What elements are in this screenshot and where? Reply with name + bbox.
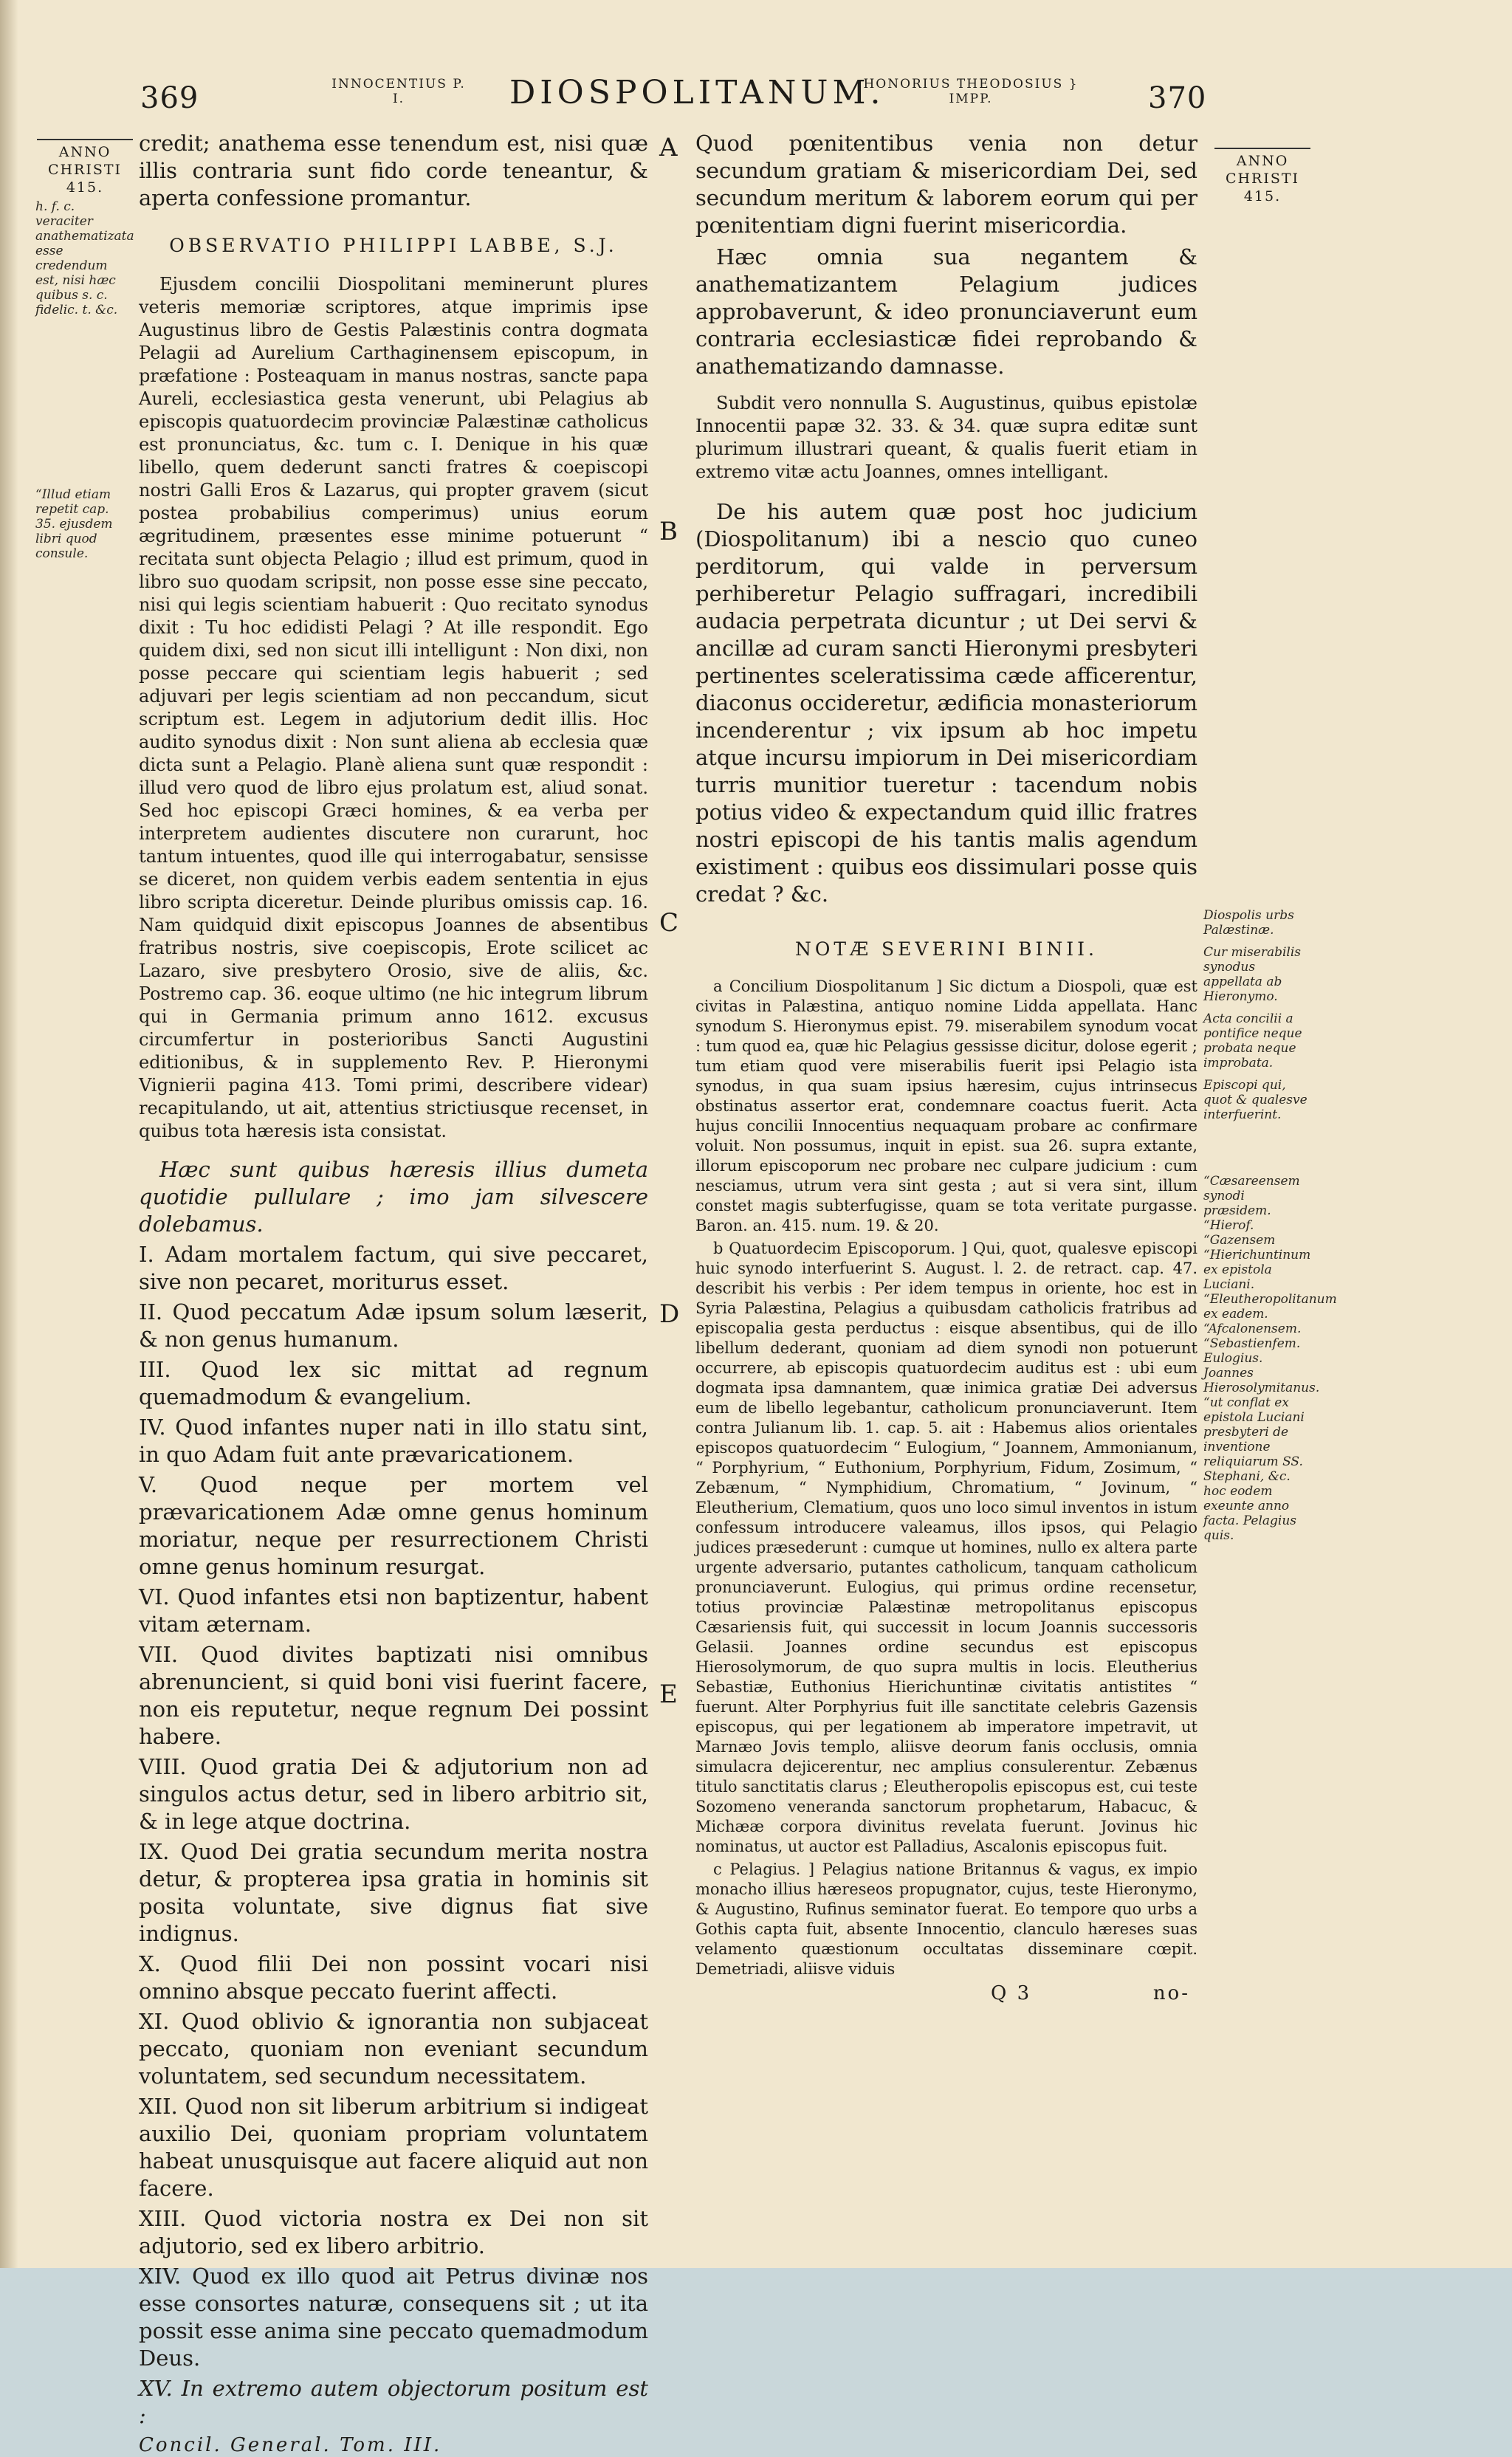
heresy-item: II. Quod peccatum Adæ ipsum solum læserit, & non genus humanum. [139,1299,648,1352]
heresy-list [139,1156,648,2430]
heresy-item: XIII. Quod victoria nostra ex Dei non sit adjutorio, sed ex libero arbitrio. [139,2206,648,2258]
observatio-text: Ejusdem concilii Diospolitani meminerunt plures veteris memoriæ scriptores, atque imprimis ipse Augustinus libro de Gestis Palæstinis contra dogmata Pelagii ad Aurelium Carthaginensem episcopum, in præfatione : Posteaquam in manus nostras, sancte papa Aureli, ecclesiastica gesta venerunt, ubi Pelagius ab episcopis quatuordecim provinciæ Palæstinæ catholicus est pronunciatus, &c. tum c. I. Denique in his quæ libello, quem dederunt sancti fratres & coepiscopi nostri Galli Eros & Lazarus, qui propter gravem (sicut postea probabilius comperimus) unius eorum ægritudinem, præsentes esse minime potuerunt “ recitata sunt objecta Pelagio ; illud est primum, quod in libro suo quodam scripsit, non posse esse sine peccato, nisi qui legis scientiam habuerit : Quo recitato synodus dixit : Tu hoc edidisti Pelagi ? At ille respondit. Ego quidem dixi, sed non sicut illi intelligunt : Non dixi, non posse peccare qui scientiam legis habuerit ; sed adjuvari per legis scientiam ad non peccandum, sicut scriptum est. Legem in adjutorium dedit illis. Hoc audito synodus dixit : Non sunt aliena ab ecclesia quæ dicta sunt a Pelagio. Planè aliena sunt quæ respondit : illud vero quod de libro ejus prolatum est, aliud sonat. Sed hoc episcopi Græci homines, & ea verba per interpretem audientes discutere non curarunt, hoc tantum intuentes, quod ille qui interrogabatur, sensisse se diceret, non quidem verbis eadem sententia in ejus libro scripta diceretur. Deinde pluribus omissis cap. 16. Nam quidquid dixit episcopus Joannes de absentibus fratribus nostris, sive coepiscopis, Erote scilicet ac Lazaro, sive presbytero Orosio, sive de aliis, &c. Postremo cap. 36. eoque ultimo (ne hic integrum librum qui in Germania primum anno 1612. excusus circumfertur in posterioribus Sancti Augustini editionibus, & in supplemento Rev. P. Hieronymi Vignierii pagina 413. Tomi primi, describere videar) recapitulando, ut ait, attentius strictiusque recenset, in quibus tota hæresis ista consistat. [139,274,648,1141]
column-letter-b: B [659,517,678,546]
heresy-item: IV. Quod infantes nuper nati in illo statu sint, in quo Adam fuit ante prævaricationem. [139,1415,648,1467]
signature-mark: Q 3 [991,1982,1032,2004]
heresy-item: VI. Quod infantes etsi non baptizentur, habent vitam æternam. [139,1584,648,1637]
heresy-item: X. Quod filii Dei non possint vocari nisi omnino absque peccato fuerint affecti. [139,1951,648,2004]
note-c: c Pelagius. ] Pelagius natione Britannus & vagus, ex impio monacho illius hæreseos propugnator, cujus, teste Hieronymo, & Augustino, Rufinus seminator fuerat. Eo tempore quo urbs a Gothis capta fuit, absente Innocentio, clanculo hæreses suas velamento quæstionum occultatas disseminare cœpit. Demetriadi, aliisve viduis [695,1860,1197,1978]
note-b: b Quatuordecim Episcoporum. ] Qui, quot, qualesve episcopi huic synodo interfuerint S. August. l. 2. de retract. cap. 47. describit his verbis : Per idem tempus in oriente, hoc est in Syria Palæstina, Pelagius a quibusdam catholicis fratribus ad episcopalia gesta perductus : eisque absentibus, qui de illo libellum dederant, quoniam ad diem synodi non potuerunt occurrere, ab episcopis quatuordecim auditus est : ubi eum dogmata ipsa damnantem, quæ inimica gratiæ Dei adversus eum de libello legebantur, catholicum pronunciaverunt. Item contra Julianum lib. 1. cap. 5. ait : Habemus alios orientales episcopos quatuordecim “ Eulogium, “ Joannem, Ammonianum, “ Porphyrium, “ Euthonium, Porphyrium, Fidum, Zosimum, “ Zebænum, “ Nymphidium, Chromatium, “ Jovinum, “ Eleutherium, Clematium, quos uno loco simul inventos in istum confessum introducere valeamus, illos ipsos, qui Pelagio judices præsederunt : cumque ut homines, nullo ex altera parte urgente adversario, putantes catholicum, tanquam catholicum pronunciaverunt. Eulogius, qui primus ordine recensetur, totius provinciæ Palæstinæ metropolitanus episcopus Cæsariensis fuit, qui successit in locum Joannis successoris Gelasii. Joannes ordine secundus est episcopus Hierosolymorum, de quo supra multis in locis. Eleutherius Sebastiæ, Euthonius Hierichuntinæ civitatis antistites “ fuerunt. Alter Porphyrius fuit ille sanctitate celebris Gazensis episcopus, qui per legationem ab imperatore impetravit, ut Marnæo Jovis templo, aliisve deorum fanis occlusis, omnia simulacra dejicerentur, nec amplius consulerentur. Zebænus titulo sanctitatis clarus ; Eleutheropolis episcopus est, cui teste Sozomeno veneranda sanctorum prophetarum, Habacuc, & Michææ corpora divinitus revelata fuerunt. Jovinus hic nominatus, ut auctor est Palladius, Ascalonis episcopus fuit. [695,1240,1197,1855]
margin-note-right-3: Acta concilii a pontifice neque probata neque improbata. [1203,1011,1302,1071]
signature-left: Concil. General. Tom. III. [139,2434,442,2456]
notae-heading: NOTÆ SEVERINI BINII. [795,938,1098,960]
heresy-item: IX. Quod Dei gratia secundum merita nostra detur, & propterea ipsa gratia in hominis sit posita voluntate, sive dignus fiat sive indignus. [139,1839,648,1946]
heresy-item: III. Quod lex sic mittat ad regnum quemadmodum & evangelium. [139,1357,648,1409]
margin-note-left-1: h. f. c. veraciter anathematizata esse credendum est, nisi hæc quibus s. c. fidelic. t. &c. [35,199,134,317]
column-letter-e: E [659,1680,678,1709]
margin-note-left-2: “Illud etiam repetit cap. 35. ejusdem libri quod consule. [35,487,113,561]
left-opening-text: credit; anathema esse tenendum est, nisi quæ illis contraria sunt fido corde teneantur, & aperta confessione promantur. [139,131,648,210]
page-number-right: 370 [1148,81,1207,115]
right-opening-text-2: Hæc omnia sua negantem & anathematizantem Pelagium judices approbaverunt, & ideo pronunciaverunt eum contraria ecclesiasticæ fidei reprobando & anathematizando damnasse. [695,244,1197,379]
de-his-paragraph: De his autem quæ post hoc judicium (Diospolitanum) ibi a nescio quo cuneo perditorum, qui valde in perversum perhiberetur Pelagio suffragari, incredibili audacia perpetrata dicuntur ; ut Dei servi & ancillæ ad curam sancti Hieronymi presbyteri pertinentes sceleratissima cæde afficerentur, diaconus occideretur, ædificia monasteriorum incenderentur ; vix ipsum ab hoc impetu atque incursu impiorum in Dei misericordiam turris munitior tueretur : tacendum nobis potius video & expectandum quid illic fratres nostri episcopi de his tantis malis agendum existiment : quibus eos dissimulari posse quis credat ? &c. [695,499,1197,907]
anno-right: ANNO CHRISTI 415. [1214,148,1310,205]
right-opening-text: Quod pœnitentibus venia non detur secundum gratiam & misericordiam Dei, sed secundum meritum & laborem eorum qui per pœnitentiam digni fuerint misericordia. [695,131,1197,238]
right-opening [695,130,1197,380]
left-column [139,130,648,2457]
heresy-item: VII. Quod divites baptizati nisi omnibus abrenuncient, si quid boni visi fuerint facere, non eis reputetur, neque regnum Dei possint habere. [139,1642,648,1749]
heresy-item: XV. In extremo autem objectorum positum est : [139,2376,648,2428]
heresy-intro: Hæc sunt quibus hæresis illius dumeta quotidie pullulare ; imo jam silvescere dolebamus. [139,1157,648,1237]
heresy-item: XII. Quod non sit liberum arbitrium si indigeat auxilio Dei, quoniam propriam voluntatem habeat unusquisque aut facere aliquid aut non facere. [139,2094,648,2201]
de-his-block [695,498,1197,908]
heresy-item: XI. Quod oblivio & ignorantia non subjaceat peccato, quoniam non eveniant secundum voluntatem, sed secundum necessitatem. [139,2009,648,2089]
page-number-left: 369 [140,81,199,115]
margin-notes-right [1203,908,1337,1550]
catchword: no- [1152,1982,1190,2004]
heresy-item: XIV. Quod ex illo quod ait Petrus divinæ nos esse consortes naturæ, consequens sit ; ut ita possit esse anima sine peccato quemadmodum Deus. [139,2264,648,2371]
margin-note-right-1: Diospolis urbs Palæstinæ. [1203,908,1294,938]
margin-note-right-5: “Cæsareensem synodi præsidem. “Hierof. “Gazensem “Hierichuntinum ex epistola Luciani. “Eleutheropolitanum ex eadem. “Afcalonensem. “Sebastienfem. Eulogius. Joannes Hierosolymitanus. “ut conflat ex epistola Luciani presbyteri de inventione reliquiarum SS. Stephani, &c. hoc eodem exeunte anno facta. Pelagius quis. [1203,1174,1337,1543]
note-a: a Concilium Diospolitanum ] Sic dictum a Diospoli, quæ est civitas in Palæstina, antiquo nomine Lidda appellata. Hanc synodum S. Hieronymus epist. 79. miserabilem synodum vocat : tum quod ea, quæ hic Pelagius gessisse dicitur, dolose egerit ; tum etiam quod vere miserabilis fuerit ipsi Pelagio ista synodus, in qua suam ipsius hæresim, cujus intrinsecus obstinatus assertor erat, condemnare coactus fuerit. Acta hujus concilii Innocentius nequaquam probare ac confirmare voluit. Non possumus, inquit in epist. sua 26. supra extante, illorum episcoporum nec probare nec culpare judicium : cum nesciamus, utrum vera sint gesta ; aut si vera sint, illum constet magis subterfugisse, quam se tota veritate purgasse. Baron. an. 415. num. 19. & 20. [695,977,1197,1234]
heresy-item: V. Quod neque per mortem vel prævaricationem Adæ omne genus hominum moriatur, neque per resurrectionem Christi omne genus hominum resurgat. [139,1472,648,1579]
running-head-right: HONORIUS THEODOSIUS } IMPP. [863,77,1079,106]
column-letter-c: C [659,908,679,938]
heresy-item: VIII. Quod gratia Dei & adjutorium non ad singulos actus detur, sed in libero arbitrio sit, & in lege atque doctrina. [139,1754,648,1834]
anno-left: ANNO CHRISTI 415. [37,139,133,196]
page-title: DIOSPOLITANUM. [509,74,885,111]
subdit-paragraph: Subdit vero nonnulla S. Augustinus, quibus epistolæ Innocentii papæ 32. 33. & 34. quæ supra editæ sunt plurimum illustrari queant, & qualis fuerit etiam in extremo vitæ actu Joannes, omnes intelligant. [695,393,1197,482]
observatio-heading: OBSERVATIO PHILIPPI LABBE, S.J. [169,235,618,256]
page-footer-right [695,1982,1197,2007]
column-letter-d: D [659,1299,680,1329]
column-letter-a: A [659,133,678,162]
heresy-item: I. Adam mortalem factum, qui sive peccaret, sive non pecaret, moriturus esset. [139,1242,648,1294]
notae-block [695,977,1197,1979]
margin-note-right-4: Episcopi qui, quot & qualesve interfuerint. [1203,1078,1307,1122]
running-head-left: INNOCENTIUS P. I. [331,77,466,106]
margin-note-right-2: Cur miserabilis synodus appellata ab Hieronymo. [1203,945,1302,1004]
right-column [695,130,1197,2007]
